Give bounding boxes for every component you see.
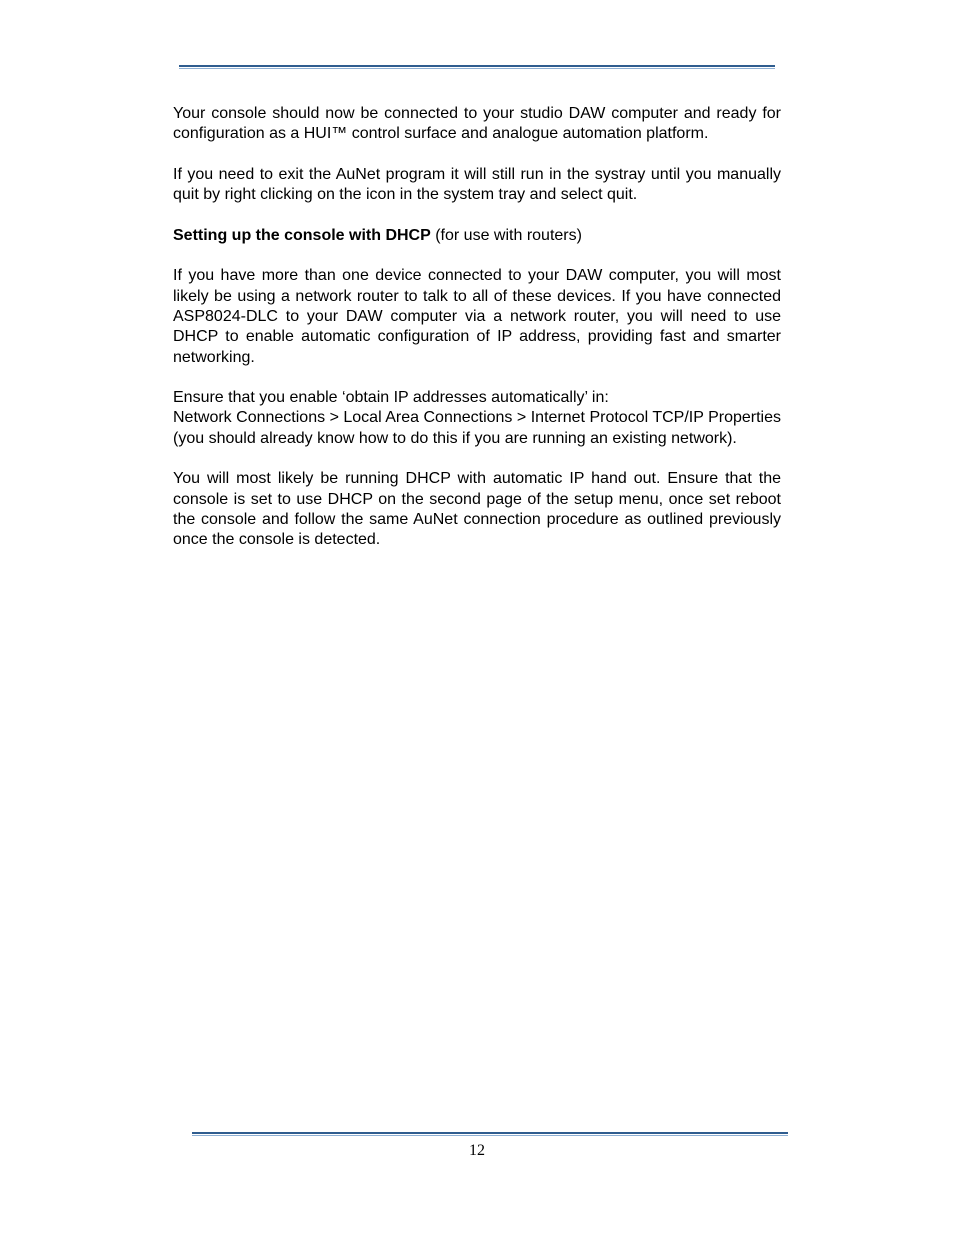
paragraph-obtain-ip (173, 388, 781, 449)
paragraph-exit-aunet: If you need to exit the AuNet program it will still run in the systray until you manually quit by right clicking on the icon in the system tray and select quit. (173, 165, 781, 204)
footer-rule-light-line (192, 1135, 788, 1136)
page-number: 12 (469, 1142, 485, 1159)
footer-rule-dark-line (192, 1132, 788, 1134)
obtain-ip-path: Network Connections > Local Area Connections > Internet Protocol TCP/IP Properties (you should already know how to do this if you are running an existing network). (173, 409, 781, 447)
paragraph-console-connected: Your console should now be connected to your studio DAW computer and ready for configuration as a HUI™ control surface and analogue automation platform. (173, 105, 781, 143)
paragraph-dhcp-handout: You will most likely be running DHCP with automatic IP hand out. Ensure that the console is set to use DHCP on the second page of the setup menu, once set reboot the console and follow the same AuNet connection procedure as outlined previously once the console is detected. (173, 470, 781, 549)
obtain-ip-intro: Ensure that you enable ‘obtain IP addresses automatically’ in: (173, 389, 609, 407)
header-rule (179, 65, 775, 69)
header-rule-light-line (179, 68, 775, 69)
section-heading-note: (for use with routers) (430, 226, 582, 244)
section-heading-dhcp (173, 226, 781, 246)
page-body (173, 104, 781, 571)
section-heading-title: Setting up the console with DHCP (173, 226, 431, 244)
header-rule-dark-line (179, 65, 775, 67)
paragraph-network-router: If you have more than one device connected to your DAW computer, you will most likely be using a network router to talk to all of these devices. If you have connected ASP8024-DLC to your DAW computer via a network router, you will need to use DHCP to enable automatic configuration of IP address, providing fast and smarter networking. (173, 267, 781, 366)
footer-rule (192, 1132, 788, 1136)
